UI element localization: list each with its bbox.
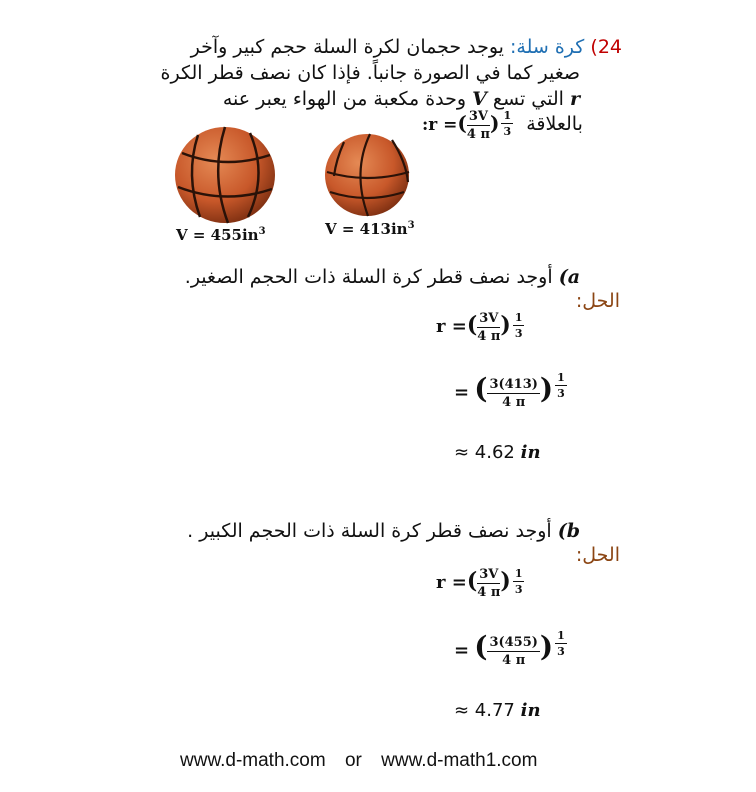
small-caption-exp: 3	[407, 220, 415, 231]
a-step2-eq: =	[454, 382, 470, 403]
part-a-step1: r =( $\frac{3V}{4 \pi}$ ) $\frac{1}{3}$	[436, 311, 523, 344]
problem-line-2	[20, 60, 580, 86]
b-exp1-den: 3	[514, 583, 523, 596]
a-exp2-den: 3	[557, 387, 565, 400]
a-result-unit: in	[520, 442, 541, 463]
a-step2-num: 3(413)	[489, 377, 538, 392]
a-step1-lhs: r =	[436, 316, 467, 337]
part-a-result	[454, 442, 541, 463]
part-b-label: b)	[557, 520, 580, 542]
large-caption-text: V = 455in	[176, 226, 259, 244]
a-exp1-den: 3	[514, 327, 523, 340]
formula-lhs: :r =	[422, 115, 458, 135]
small-ball-caption	[325, 220, 415, 238]
b-step2-den: 4 π	[502, 653, 526, 668]
part-b-result	[454, 700, 541, 721]
a-step1-frac	[477, 312, 500, 343]
formula-fraction	[467, 110, 490, 141]
b-step1-frac	[477, 568, 500, 599]
part-a-text: أوجد نصف قطر كرة السلة ذات الحجم الصغير.	[184, 266, 553, 288]
b-step1-exp	[513, 568, 525, 595]
b-step2-num: 3(455)	[489, 635, 538, 650]
footer	[180, 750, 537, 772]
a-result-value: ≈ 4.62	[454, 442, 515, 463]
part-a-solution-label: الحل:	[575, 290, 620, 312]
a-step2-exp	[555, 372, 567, 399]
problem-line-1	[22, 34, 622, 60]
b-step1-num: 3V	[479, 567, 499, 582]
footer-link-2[interactable]: www.d-math1.com	[381, 750, 538, 771]
problem-formula-line: :r =( $\frac{3V}{4 \pi}$ ) $\frac{1}{3}$ بالعلاقة	[422, 109, 583, 142]
problem-text-1: يوجد حجمان لكرة السلة حجم كبير وآخر	[190, 36, 504, 58]
a-step1-exp	[513, 312, 525, 339]
exp-num: 1	[503, 109, 512, 122]
var-r: r	[569, 88, 580, 110]
a-exp2-num: 1	[557, 371, 565, 384]
problem-text-3b: وحدة مكعبة من الهواء يعبر عنه	[222, 88, 467, 110]
b-exp1-num: 1	[514, 567, 523, 580]
small-caption-text: V = 413in	[325, 220, 408, 238]
formula-exponent	[501, 110, 513, 137]
b-exp2-den: 3	[557, 645, 565, 658]
exp-den: 3	[503, 125, 512, 138]
a-step2-frac	[487, 378, 539, 409]
small-basketball-image	[322, 132, 412, 218]
var-v: V	[472, 88, 487, 110]
footer-link-1[interactable]: www.d-math.com	[180, 750, 326, 771]
problem-line-3	[20, 86, 580, 112]
part-b-text: أوجد نصف قطر كرة السلة ذات الحجم الكبير .	[187, 520, 552, 542]
formula-den: 4 π	[466, 127, 490, 142]
part-a-step2: = ( $\frac{3(413)}{4 \pi}$ ) $\frac{1}{3}$	[454, 371, 565, 410]
b-step2-eq: =	[454, 640, 470, 661]
b-step2-frac	[487, 636, 539, 667]
formula-num: 3V	[468, 109, 489, 124]
problem-text-3a: التي تسع	[492, 88, 564, 110]
problem-title: كرة سلة:	[510, 36, 585, 58]
part-b-solution-label: الحل:	[575, 544, 620, 566]
part-b-question	[20, 518, 580, 544]
part-a-label: a)	[558, 266, 580, 288]
a-exp1-num: 1	[514, 311, 523, 324]
b-step1-den: 4 π	[477, 585, 501, 600]
footer-or: or	[344, 750, 362, 771]
a-step1-den: 4 π	[477, 329, 501, 344]
b-result-unit: in	[520, 700, 541, 721]
b-result-value: ≈ 4.77	[454, 700, 515, 721]
large-caption-exp: 3	[258, 226, 266, 237]
problem-text-4: بالعلاقة	[526, 113, 583, 135]
problem-number: 24)	[590, 36, 622, 58]
b-step2-exp	[555, 630, 567, 657]
b-exp2-num: 1	[557, 629, 565, 642]
problem-text-2: صغير كما في الصورة جانباً. فإذا كان نصف قطر الكرة	[160, 62, 580, 84]
a-step2-den: 4 π	[502, 395, 526, 410]
b-step1-lhs: r =	[436, 572, 467, 593]
large-basketball-image	[170, 125, 280, 225]
a-step1-num: 3V	[479, 311, 499, 326]
part-b-step2: = ( $\frac{3(455)}{4 \pi}$ ) $\frac{1}{3}$	[454, 629, 565, 668]
part-a-question	[20, 264, 580, 290]
large-ball-caption	[176, 226, 266, 244]
part-b-step1: r =( $\frac{3V}{4 \pi}$ ) $\frac{1}{3}$	[436, 567, 523, 600]
